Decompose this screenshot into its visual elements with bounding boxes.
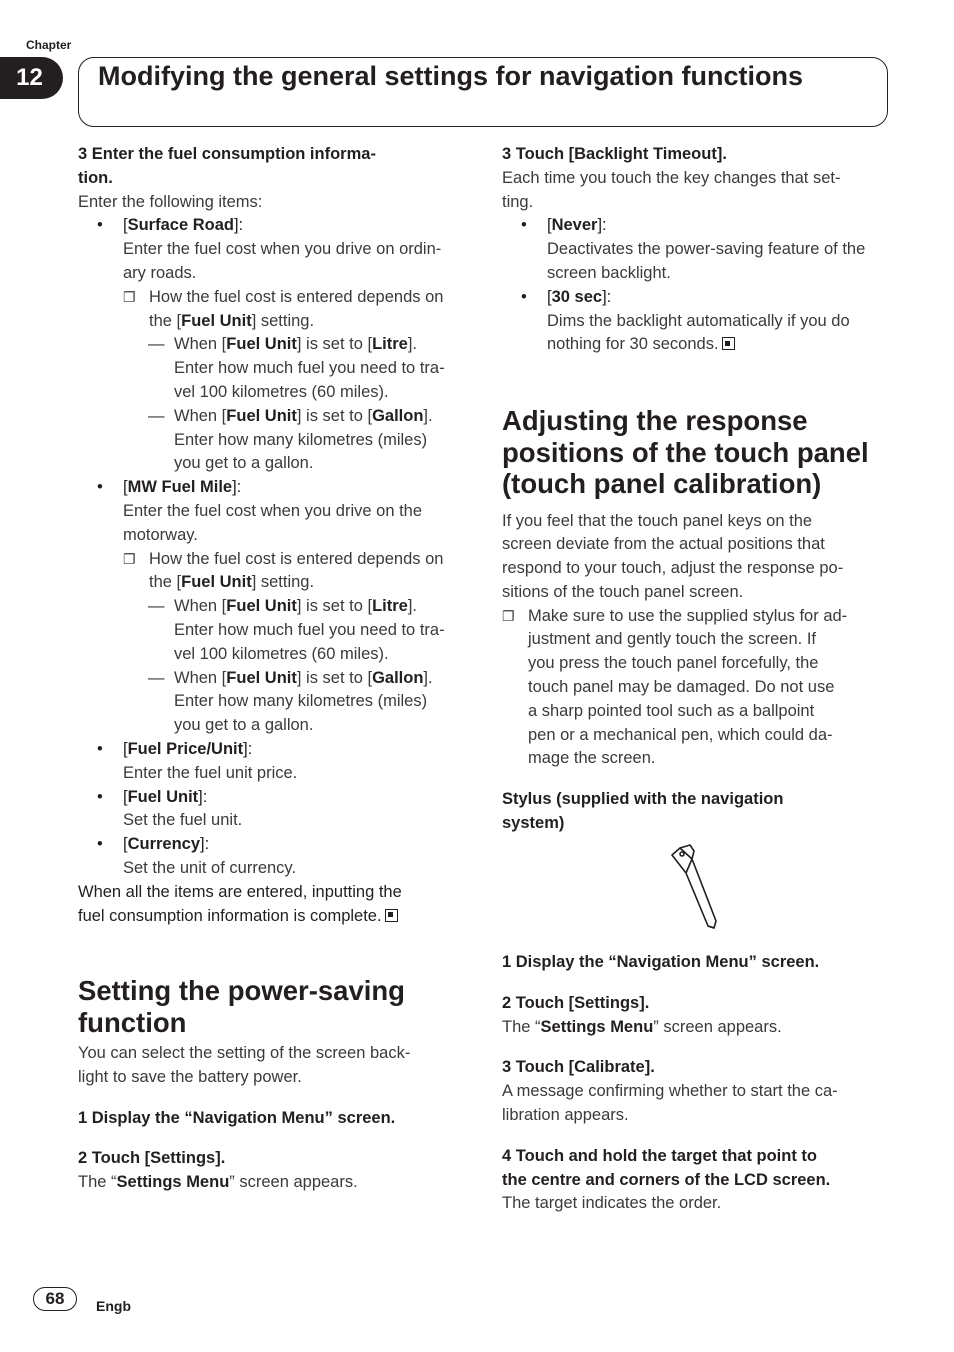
dash-icon: — [148,335,165,354]
chapter-number: 12 [0,57,63,99]
section-intro: If you feel that the touch panel keys on the [502,511,813,530]
item-description: Enter the fuel unit price. [123,763,298,782]
item-description: Enter the fuel cost when you drive on the [123,501,423,520]
dash-icon: — [148,668,165,687]
bullet-icon: • [97,739,103,758]
section-intro: light to save the battery power. [78,1067,302,1086]
item-description: Set the unit of currency. [123,858,297,877]
sub-note-desc: Enter how much fuel you need to tra- [174,359,445,378]
note-cont: mage the screen. [528,749,656,768]
item-description: Enter the fuel cost when you drive on ordin- [123,240,442,259]
item-description: Set the fuel unit. [123,811,243,830]
stylus-caption-cont: system) [502,814,565,833]
note: ❐ How the fuel cost is entered depends on [78,286,468,310]
step-2-title: 2 Touch [Settings]. [78,1149,226,1168]
bullet-icon: • [97,478,103,497]
bullet-icon: • [521,216,527,235]
section-intro: sitions of the touch panel screen. [502,582,744,601]
sub-note-gallon: — When [Fuel Unit] is set to [Gallon]. [78,405,468,429]
bullet-icon: • [521,287,527,306]
note-cont: the [Fuel Unit] setting. [149,311,315,330]
step-3-desc: libration appears. [502,1105,629,1124]
sub-note-desc: you get to a gallon. [174,454,314,473]
calibration-section [502,405,894,836]
list-item-currency: • [Currency]: [78,833,468,857]
completion-text-cont: fuel consumption information is complete. [78,905,468,929]
sub-note-desc: Enter how much fuel you need to tra- [174,620,445,639]
page-number: 68 [33,1287,77,1311]
step-1-title: 1 Display the “Navigation Menu” screen. [78,1108,396,1127]
note-cont: you press the touch panel forcefully, the [528,654,819,673]
section-heading-power-saving: Setting the power-saving function [78,975,405,1038]
end-mark-icon [722,337,735,350]
step-2-desc: The “Settings Menu” screen appears. [78,1173,358,1192]
step-3-desc: A message confirming whether to start the ca- [502,1082,838,1101]
section-intro: screen deviate from the actual positions that [502,535,825,554]
step-4-title-cont: the centre and corners of the LCD screen. [502,1170,831,1189]
step-3-desc: Each time you touch the key changes that set- [502,168,841,187]
left-column [78,143,468,928]
sub-note-desc: Enter how many kilometres (miles) [174,430,428,449]
note-cont: justment and gently touch the screen. If [528,630,817,649]
item-description: motorway. [123,525,198,544]
sub-note-desc: vel 100 kilometres (60 miles). [174,382,389,401]
list-item-fuel-price: • [Fuel Price/Unit]: [78,738,468,762]
step-1-title: 1 Display the “Navigation Menu” screen. [502,953,820,971]
note-checkbox-icon: ❐ [123,550,136,567]
list-item-mw-fuel-mile: • [MW Fuel Mile]: [78,476,468,500]
sub-note-litre: — When [Fuel Unit] is set to [Litre]. [78,333,468,357]
dash-icon: — [148,406,165,425]
note-checkbox-icon: ❐ [502,607,515,624]
chapter-label: Chapter [26,38,72,52]
language-code: Engb [96,1298,131,1314]
sub-note-litre: — When [Fuel Unit] is set to [Litre]. [78,595,468,619]
step-2-desc: The “Settings Menu” screen appears. [502,1017,782,1036]
step-3-desc: ting. [502,192,534,211]
step-3-title: 3 Enter the fuel consumption informa- [78,145,376,163]
step-3-title: 3 Touch [Backlight Timeout]. [502,145,727,163]
list-item-fuel-unit: • [Fuel Unit]: [78,786,468,810]
bullet-icon: • [97,835,103,854]
power-saving-section [78,975,468,1195]
bullet-icon: • [97,216,103,235]
note: ❐ How the fuel cost is entered depends on [78,548,468,572]
chapter-title: Modifying the general settings for navigation functions [98,61,804,91]
note-cont: touch panel may be damaged. Do not use [528,678,835,697]
step-4-desc: The target indicates the order. [502,1194,722,1213]
step-3-title-cont: tion. [78,168,113,187]
note-cont: pen or a mechanical pen, which could da- [528,725,833,744]
step-4-title: 4 Touch and hold the target that point to [502,1146,817,1165]
list-item-surface-road: • [Surface Road]: [78,214,468,238]
item-description: screen backlight. [547,263,671,282]
right-column [502,143,894,357]
stylus-illustration [664,843,724,933]
section-heading-calibration: Adjusting the response positions of the touch panel (touch panel calibration) [502,405,869,499]
note-cont: a sharp pointed tool such as a ballpoint [528,701,815,720]
item-description: ary roads. [123,263,197,282]
completion-text: When all the items are entered, inputting the [78,882,402,901]
list-item-30-sec: • [30 sec]: [502,286,894,310]
item-description: Deactivates the power-saving feature of the [547,240,866,259]
step-2-title: 2 Touch [Settings]. [502,993,650,1012]
item-description: nothing for 30 seconds. [502,333,894,357]
stylus-caption: Stylus (supplied with the navigation [502,790,784,809]
section-intro: respond to your touch, adjust the response po- [502,559,844,578]
list-item-never: • [Never]: [502,214,894,238]
bullet-icon: • [97,787,103,806]
sub-note-desc: vel 100 kilometres (60 miles). [174,644,389,663]
note-cont: the [Fuel Unit] setting. [149,573,315,592]
note-checkbox-icon: ❐ [123,288,136,305]
calibration-steps [502,951,894,1216]
note: ❐ Make sure to use the supplied stylus for ad- [502,605,894,629]
section-intro: You can select the setting of the screen back- [78,1044,411,1062]
step-3-title: 3 Touch [Calibrate]. [502,1058,655,1077]
dash-icon: — [148,597,165,616]
sub-note-desc: you get to a gallon. [174,716,314,735]
sub-note-desc: Enter how many kilometres (miles) [174,692,428,711]
sub-note-gallon: — When [Fuel Unit] is set to [Gallon]. [78,667,468,691]
item-description: Dims the backlight automatically if you do [547,311,850,330]
end-mark-icon [385,909,398,922]
step-3-intro: Enter the following items: [78,192,263,211]
